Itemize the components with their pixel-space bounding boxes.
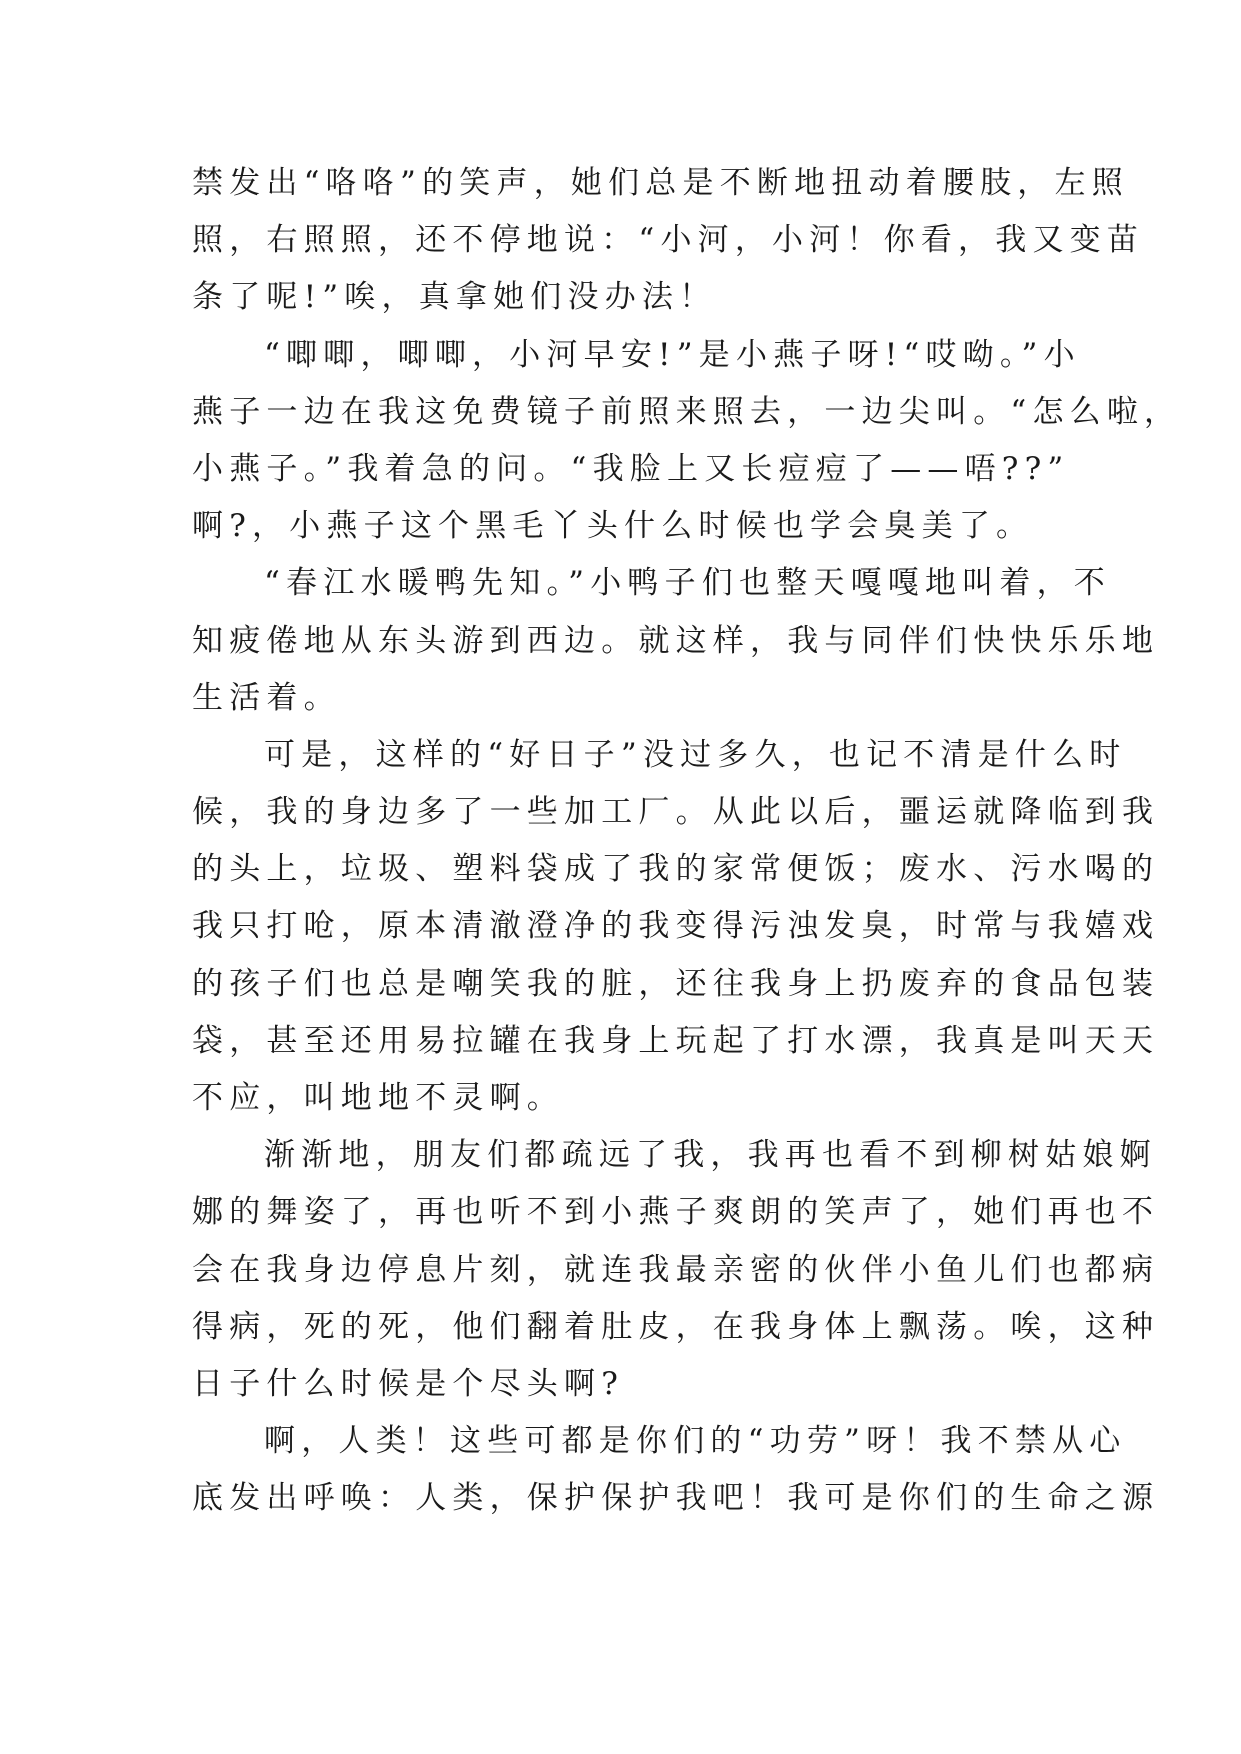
text-line: 的头上，垃圾、塑料袋成了我的家常便饭；废水、污水喝的 [192,851,1160,888]
document-body [192,155,1182,1528]
text-line: 候，我的身边多了一些加工厂。从此以后，噩运就降临到我 [192,794,1160,831]
paragraph-start-line: “春江水暖鸭先知。”小鸭子们也整天嘎嘎地叫着，不 [264,565,1111,602]
text-line: 知疲倦地从东头游到西边。就这样，我与同伴们快快乐乐地 [192,622,1160,659]
text-line: 照，右照照，还不停地说：“小河，小河！你看，我又变苗 [192,222,1145,259]
paragraph-start-line: 啊，人类！这些可都是你们的“功劳”呀！我不禁从心 [264,1423,1127,1460]
paragraph-start-line: “唧唧，唧唧，小河早安!”是小燕子呀!“哎呦。”小 [264,336,1081,373]
text-line: 得病，死的死，他们翻着肚皮，在我身体上飘荡。唉，这种 [192,1308,1160,1345]
text-line: 啊?，小燕子这个黑毛丫头什么时候也学会臭美了。 [192,508,1034,545]
text-line: 不应，叫地地不灵啊。 [192,1080,564,1116]
text-line: 我只打呛，原本清澈澄净的我变得污浊发臭，时常与我嬉戏 [192,908,1160,945]
text-line: 的孩子们也总是嘲笑我的脏，还往我身上扔废弃的食品包装 [192,965,1160,1002]
text-line: 条了呢!”唉，真拿她们没办法！ [192,279,717,316]
text-line: 娜的舞姿了，再也听不到小燕子爽朗的笑声了，她们再也不 [192,1194,1160,1231]
text-line: 小燕子。”我着急的问。“我脸上又长痘痘了——唔??” [192,450,1070,487]
text-line: 燕子一边在我这免费镜子前照来照去，一边尖叫。“怎么啦， [192,393,1182,430]
text-line: 日子什么时候是个尽头啊? [192,1365,625,1402]
text-line: 禁发出“咯咯”的笑声，她们总是不断地扭动着腰肢，左照 [192,165,1129,201]
text-line: 袋，甚至还用易拉罐在我身上玩起了打水漂，我真是叫天天 [192,1022,1160,1059]
text-line: 底发出呼唤：人类，保护保护我吧！我可是你们的生命之源 [192,1480,1160,1517]
paragraph-start-line: 渐渐地，朋友们都疏远了我，我再也看不到柳树姑娘婀 [264,1137,1157,1174]
paragraph-start-line: 可是，这样的“好日子”没过多久，也记不清是什么时 [264,736,1127,773]
text-line: 会在我身边停息片刻，就连我最亲密的伙伴小鱼儿们也都病 [192,1251,1160,1288]
text-line: 生活着。 [192,679,341,716]
